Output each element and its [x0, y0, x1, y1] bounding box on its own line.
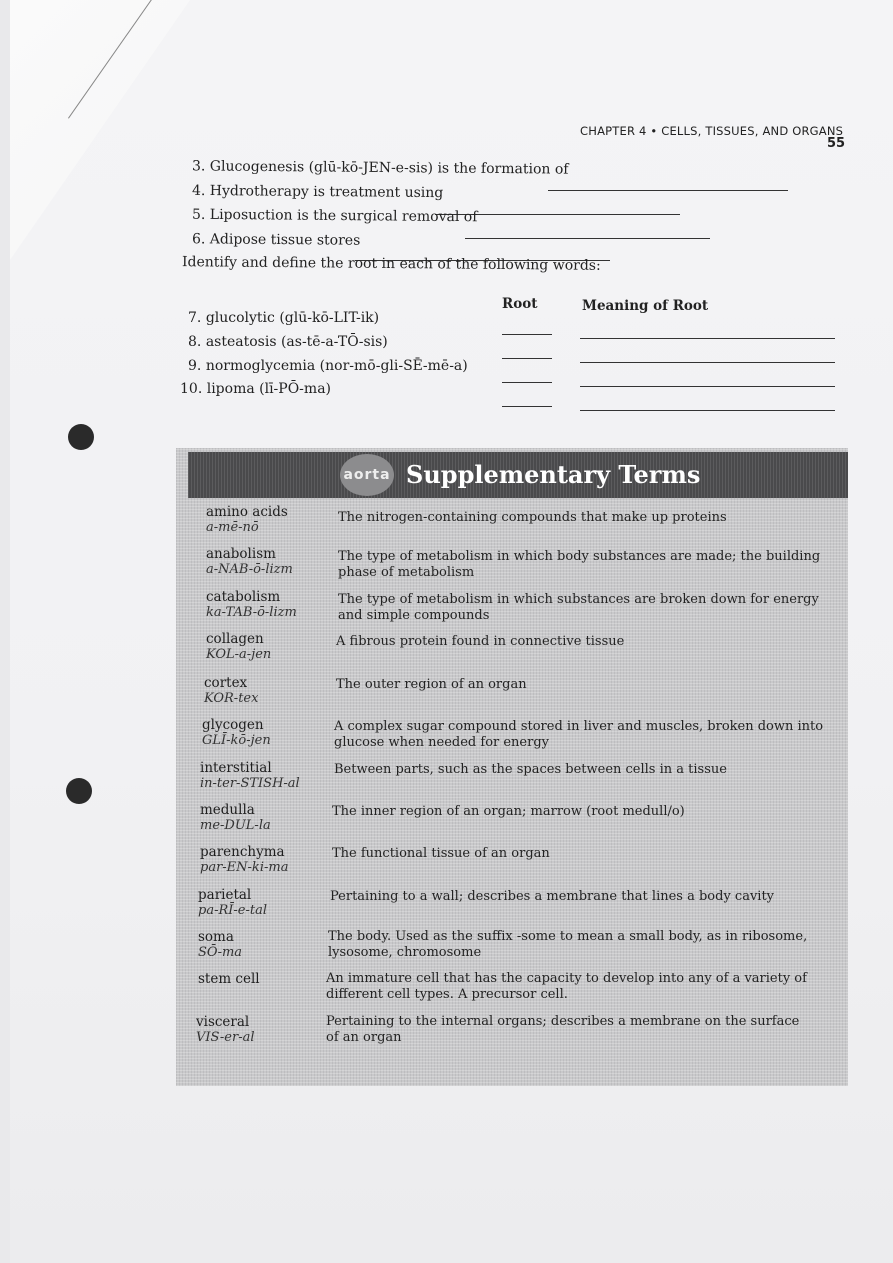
root-item-9: 9. normoglycemia (nor-mō-gli-SĒ-mē-a) [188, 358, 468, 374]
term-definition: The type of metabolism in which substances are broken down for energy and simple compounds [338, 591, 819, 623]
root-item-8: 8. asteatosis (as-tē-a-TŌ-sis) [188, 334, 388, 350]
term-definition: The body. Used as the suffix -some to mean a small body, as in ribosome, lysosome, chromosome [328, 928, 808, 960]
term-row [176, 671, 848, 713]
term-definition: A fibrous protein found in connective tissue [336, 633, 625, 649]
term-word: interstitial [200, 759, 272, 776]
term-pronunciation: pa-RĪ-e-tal [198, 902, 267, 918]
column-header-meaning: Meaning of Root [582, 298, 709, 314]
term-pronunciation: me-DUL-la [200, 818, 271, 834]
meaning-blank-10[interactable] [580, 410, 835, 411]
term-word: amino acids [206, 504, 288, 520]
punch-hole-icon [66, 778, 92, 804]
page-number: 55 [827, 136, 846, 151]
term-word: collagen [206, 630, 264, 647]
term-row [176, 756, 848, 798]
term-row [176, 798, 848, 840]
term-word: anabolism [206, 546, 276, 563]
term-word: catabolism [206, 588, 281, 605]
column-header-root: Root [502, 296, 538, 312]
term-definition: The nitrogen-containing compounds that make up proteins [338, 510, 727, 525]
term-row [176, 502, 848, 544]
term-definition: Pertaining to the internal organs; describes a membrane on the surface of an organ [326, 1013, 800, 1045]
terms-list [176, 502, 848, 1052]
term-definition: An immature cell that has the capacity to develop into any of a variety of different cell types. A precursor cell. [326, 971, 807, 1003]
term-pronunciation: ka-TAB-ō-lizm [206, 604, 297, 620]
term-word: parenchyma [200, 844, 285, 861]
root-item-10: 10. lipoma (lī-PŌ-ma) [180, 381, 331, 397]
term-pronunciation: par-EN-ki-ma [200, 860, 289, 876]
term-word: stem cell [198, 971, 260, 988]
term-pronunciation: SŌ-ma [198, 944, 243, 960]
term-row [176, 629, 848, 671]
root-blank-8[interactable] [502, 358, 552, 359]
term-row [176, 925, 848, 967]
term-word: visceral [196, 1013, 250, 1030]
term-pronunciation: in-ter-STISH-al [200, 775, 300, 791]
term-definition: Between parts, such as the spaces between cells in a tissue [334, 761, 727, 777]
term-row [176, 544, 848, 586]
document-page [10, 0, 893, 1263]
question-5: 5. Liposuction is the surgical removal of [191, 206, 478, 226]
question-4: 4. Hydrotherapy is treatment using [191, 182, 444, 202]
term-pronunciation: VIS-er-al [196, 1029, 255, 1045]
supplementary-title: Supplementary Terms [406, 460, 701, 489]
supplementary-banner [188, 452, 848, 498]
term-definition: Pertaining to a wall; describes a membrane that lines a body cavity [330, 888, 775, 904]
supplementary-terms-box [176, 448, 848, 1086]
meaning-blank-8[interactable] [580, 362, 835, 363]
term-word: soma [198, 928, 234, 945]
punch-hole-icon [68, 424, 94, 450]
term-definition: The functional tissue of an organ [332, 846, 550, 862]
term-definition: The type of metabolism in which body substances are made; the building phase of metabolism [338, 549, 821, 581]
root-blank-7[interactable] [502, 334, 552, 335]
root-blank-10[interactable] [502, 406, 552, 407]
term-word: parietal [198, 886, 252, 903]
term-row [176, 587, 848, 629]
term-word: medulla [200, 802, 255, 819]
term-row [176, 883, 848, 925]
instruction: Identify and define the root in each of the following words: [181, 254, 601, 274]
term-row [176, 1010, 848, 1052]
term-pronunciation: a-mē-nō [206, 520, 259, 535]
root-blank-9[interactable] [502, 382, 552, 383]
answer-blank-3[interactable] [548, 190, 788, 191]
term-definition: The inner region of an organ; marrow (root medull/o) [332, 804, 685, 820]
term-pronunciation: a-NAB-ō-lizm [206, 562, 293, 578]
term-word: cortex [204, 675, 248, 692]
meaning-blank-7[interactable] [580, 338, 835, 339]
question-3: 3. Glucogenesis (glū-kō-JEN-e-sis) is the formation of [191, 158, 569, 178]
term-row [176, 713, 848, 755]
answer-blank-5[interactable] [465, 238, 710, 239]
question-6: 6. Adipose tissue stores [191, 231, 361, 249]
term-row [176, 840, 848, 882]
term-definition: The outer region of an organ [336, 677, 527, 693]
term-pronunciation: GLĪ-kō-jen [202, 733, 271, 749]
root-item-7: 7. glucolytic (glū-kō-LIT-ik) [188, 310, 380, 326]
meaning-blank-9[interactable] [580, 386, 835, 387]
chapter-header: CHAPTER 4 • CELLS, TISSUES, AND ORGANS [580, 124, 844, 138]
term-word: glycogen [202, 717, 264, 734]
term-pronunciation: KOL-a-jen [206, 646, 272, 662]
term-row [176, 967, 848, 1009]
term-pronunciation: KOR-tex [204, 691, 259, 707]
term-definition: A complex sugar compound stored in liver and muscles, broken down into glucose when needed for energy [334, 719, 824, 751]
folded-corner [10, 0, 190, 260]
aorta-logo-icon: aorta [340, 454, 394, 496]
